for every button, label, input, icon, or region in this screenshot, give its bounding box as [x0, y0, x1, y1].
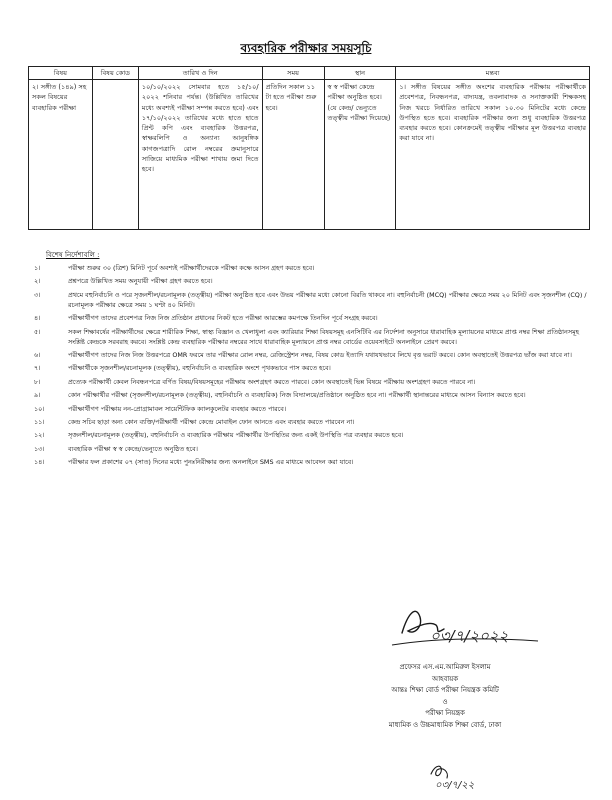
item-number: ১০। — [34, 404, 45, 413]
handwritten-initials — [425, 760, 505, 792]
document-title: ব্যবহারিক পরীক্ষার সময়সূচি — [240, 41, 372, 55]
item-number: ৭। — [34, 364, 41, 373]
signatory-board: মাধ্যমিক ও উচ্চমাধ্যমিক শিক্ষা বোর্ড, ঢাকা — [388, 720, 502, 729]
signature-block — [330, 662, 560, 731]
list-item — [30, 277, 590, 287]
item-number: ৪। — [34, 314, 41, 323]
item-text: সৃজনশীল/রচনামূলক (তত্ত্বীয়), বহুনির্বাচনি ও ব্যবহারিক পরীক্ষায় পরীক্ষার্থীর উপস্থিতির জন্য একই উপস্থিতি পত্র ব্যবহার করতে হবে। — [68, 431, 404, 440]
cell-date: ১০/১০/২০২২ সোমবার হতে ১৫/১০/ ২০২২ শনিবার পর্যন্ত। (উল্লিখিত তারিখের মধ্যে অবশ্যই পরীক্ষা সম্পন্ন করতে হবে) এবং ১৭/১০/২০২২ তারিখের মধ্যে হাতে হাতে প্রিন্ট কপি এবং ব্যবহারিক উত্তরপত্র, স্বাক্ষরলিপি ও অন্যান্য আনুষঙ্গিক কাগজপত্রাদি রোল নম্বরের ক্রমানুসারে সাজিয়ে মাধ্যমিক পরীক্ষা শাখায় জমা দিতে হবে। — [138, 80, 262, 230]
header-time: সময় — [262, 67, 324, 80]
list-item — [30, 391, 590, 401]
item-text: প্রশ্নপত্রে উল্লিখিত সময় অনুযায়ী পরীক্ষা গ্রহণ করতে হবে। — [68, 277, 213, 286]
cell-time: প্রতিদিন সকাল ১১ টা হতে পরীক্ষা শুরু হবে। — [262, 80, 324, 230]
item-text: পরীক্ষার্থীগণ তাদের প্রবেশপত্র নিজ নিজ প্রতিষ্ঠান প্রধানের নিকট হতে পরীক্ষা আরম্ভের কমপক্ষে তিনদিন পূর্বে সংগ্রহ করবে। — [68, 314, 378, 323]
list-item — [30, 458, 590, 468]
signatory-name: প্রফেসর এস.এম.আমিরুল ইসলাম — [399, 663, 491, 671]
list-item — [30, 445, 590, 455]
item-text: পরীক্ষার্থীগণ পরীক্ষায় নন-প্রোগ্রামাবল সায়েন্টিফিক ক্যালকুলেটর ব্যবহার করতে পারবে। — [68, 404, 287, 413]
list-item — [30, 364, 590, 374]
list-item — [30, 431, 590, 441]
item-number: ৩। — [34, 290, 41, 299]
item-number: ১৩। — [34, 444, 45, 453]
handwritten-signature — [390, 595, 540, 655]
list-item — [30, 351, 590, 361]
cell-subject: ২। সঙ্গীত (১৪৯) সহ সকল বিষয়ের ব্যবহারিক পরীক্ষা — [29, 80, 93, 230]
header-remarks: মন্তব্য — [396, 67, 590, 80]
item-text: প্রথমে বহুনির্বাচনি ও পরে সৃজনশীল/রচনামূলক (তত্ত্বীয়) পরীক্ষা অনুষ্ঠিত হবে এবং উভয় পরীক্ষার মধ্যে কোনো বিরতি থাকবে না। বহুনির্বাচনী (MCQ) পরীক্ষার ক্ষেত্রে সময় ২০ মিনিট এবং সৃজনশীল (CQ) /রচনামূলক পরীক্ষার ক্ষেত্রে সময় ১ ঘণ্টা ৪০ মিনিট। — [68, 290, 587, 309]
item-number: ১৪। — [34, 458, 45, 467]
header-code: বিষয় কোড — [92, 67, 138, 80]
item-number: ১১। — [34, 418, 45, 427]
item-number: ৫। — [34, 327, 41, 336]
list-item — [30, 291, 590, 311]
list-item — [30, 328, 590, 348]
item-number: ২। — [34, 277, 41, 286]
signatory-conjunction: ও — [442, 697, 448, 706]
header-subject: বিষয় — [29, 67, 93, 80]
item-text: কোন পরীক্ষার্থীর পরীক্ষা (সৃজনশীল/রচনামূলক (তত্ত্বীয়), বহুনির্বাচনি ও ব্যবহারিক) নিজ বিদ্যালয়ে/প্রতিষ্ঠানে অনুষ্ঠিত হবে না। পরীক্ষার্থী স্থানান্তরের মাধ্যমে আসন বিন্যাস করতে হবে। — [68, 391, 526, 400]
item-number: ৬। — [34, 350, 41, 359]
list-item — [30, 418, 590, 428]
item-text: পরীক্ষার্থীকে সৃজনশীল/রচনামূলক (তত্ত্বীয়), বহুনির্বাচনি ও ব্যবহারিক অংশে পৃথকভাবে পাস করতে হবে। — [68, 364, 331, 373]
list-item — [30, 378, 590, 388]
signatory-role: আহবায়ক — [431, 674, 458, 683]
header-place: স্থান — [324, 67, 396, 80]
item-text: পরীক্ষার্থীগণ তাদের নিজ নিজ উত্তরপত্রে OMR ফরমে তার পরীক্ষার রোল নম্বর, রেজিস্ট্রেশন নম্বর, বিষয় কোড ইত্যাদি যথাযথভাবে লিখে বৃত্ত ভরাট করবে। কোন অবস্থাতেই উত্তরপত্র ভাঁজ করা যাবে না। — [68, 350, 572, 359]
schedule-table — [28, 66, 590, 230]
cell-code — [92, 80, 138, 230]
item-text: কেন্দ্র সচিব ছাড়া অন্য কোন ব্যক্তি/পরীক্ষার্থী পরীক্ষা কেন্দ্রে মোবাইল ফোন আনতে এবং ব্যবহার করতে পারবেন না। — [68, 418, 355, 427]
signature-date: ০৩/৭/২০২২ — [430, 627, 509, 645]
cell-remarks: ১। সঙ্গীত বিষয়ের সঙ্গীত অংশের ব্যবহারিক পরীক্ষায় পরীক্ষার্থীকে প্রবেশপত্র, নিবন্ধনপত্র, বাদ্যযন্ত্র, তবলাবাদক ও সনাক্তকারী শিক্ষকসহ নিজ খরচে নির্ধারিত তারিখে সকাল ১০.৩০ মিনিটের মধ্যে কেন্দ্রে উপস্থিত হতে হবে। ব্যবহারিক পরীক্ষার জন্য শুধু ব্যবহারিক উত্তরপত্র ব্যবহার করতে হবে। কোনক্রমেই তত্ত্বীয় পরীক্ষার মূল উত্তরপত্র ব্যবহার করা যাবে না। — [396, 80, 590, 230]
item-number: ১২। — [34, 431, 45, 440]
item-text: ব্যবহারিক পরীক্ষা স্ব স্ব কেন্দ্রে/ভেন্যুতে অনুষ্ঠিত হবে। — [68, 444, 198, 453]
item-text: পরীক্ষা শুরুর ৩০ (ত্রিশ) মিনিট পূর্বে অবশ্যই পরীক্ষার্থীদেরকে পরীক্ষা কক্ষে আসন গ্রহণ করতে হবে। — [68, 264, 315, 272]
header-date: তারিখ ও দিন — [138, 67, 262, 80]
cell-place: স্ব স্ব পরীক্ষা কেন্দ্রে পরীক্ষা অনুষ্ঠিত হবে। (যে কেন্দ্র/ ভেন্যুতে তত্ত্বীয় পরীক্ষা দিয়েছে) — [324, 80, 396, 230]
table-header-row — [29, 67, 590, 80]
item-text: পরীক্ষার ফল প্রকাশের ০৭ (সাত) দিনের মধ্যে পুনঃনিরীক্ষার জন্য অনলাইনে SMS এর মাধ্যমে আবেদন করা যাবে। — [68, 458, 354, 467]
item-number: ৯। — [34, 391, 41, 400]
list-item — [30, 264, 590, 274]
instructions-heading: বিশেষ নির্দেশাবলি : — [46, 251, 100, 259]
signatory-title: পরীক্ষা নিয়ন্ত্রক — [425, 709, 465, 718]
item-number: ১। — [34, 264, 41, 272]
list-item — [30, 314, 590, 324]
item-number: ৮। — [34, 377, 41, 386]
signatory-committee: আন্তঃ শিক্ষা বোর্ড পরীক্ষা নিয়ন্ত্রক কমিটি — [391, 686, 499, 695]
table-row — [29, 80, 590, 230]
initials-date: ০৩/৭/২২ — [435, 780, 475, 791]
item-text: প্রত্যেক পরীক্ষার্থী কেবল নিবন্ধনপত্রে বর্ণিত বিষয়/বিষয়সমূহের পরীক্ষায় অংশগ্রহণ করতে পারবে। কোন অবস্থাতেই ভিন্ন বিষয়ে পরীক্ষায় অংশগ্রহণ করতে পারবে না। — [68, 377, 476, 386]
item-text: সকল শিক্ষাবর্ষের পরীক্ষার্থীদের ক্ষেত্রে শারীরিক শিক্ষা, স্বাস্থ্য বিজ্ঞান ও খেলাধুলা এবং ক্যারিয়ার শিক্ষা বিষয়সমূহ এনসিটিবি এর নির্দেশনা অনুসারে ধারাবাহিক মূল্যায়নের মাধ্যমে প্রাপ্ত নম্বর শিক্ষা প্রতিষ্ঠানসমূহ সংশ্লিষ্ট কেন্দ্রকে সরবরাহ করবে। সংশ্লিষ্ট কেন্দ্র ব্যবহারিক পরীক্ষার নম্বরের সাথে ধারাবাহিক মূল্যায়নে প্রাপ্ত নম্বর বোর্ডের ওয়েবসাইটে অনলাইনে প্রেরণ করবে। — [68, 327, 579, 346]
list-item — [30, 405, 590, 415]
instructions-list — [30, 264, 590, 472]
